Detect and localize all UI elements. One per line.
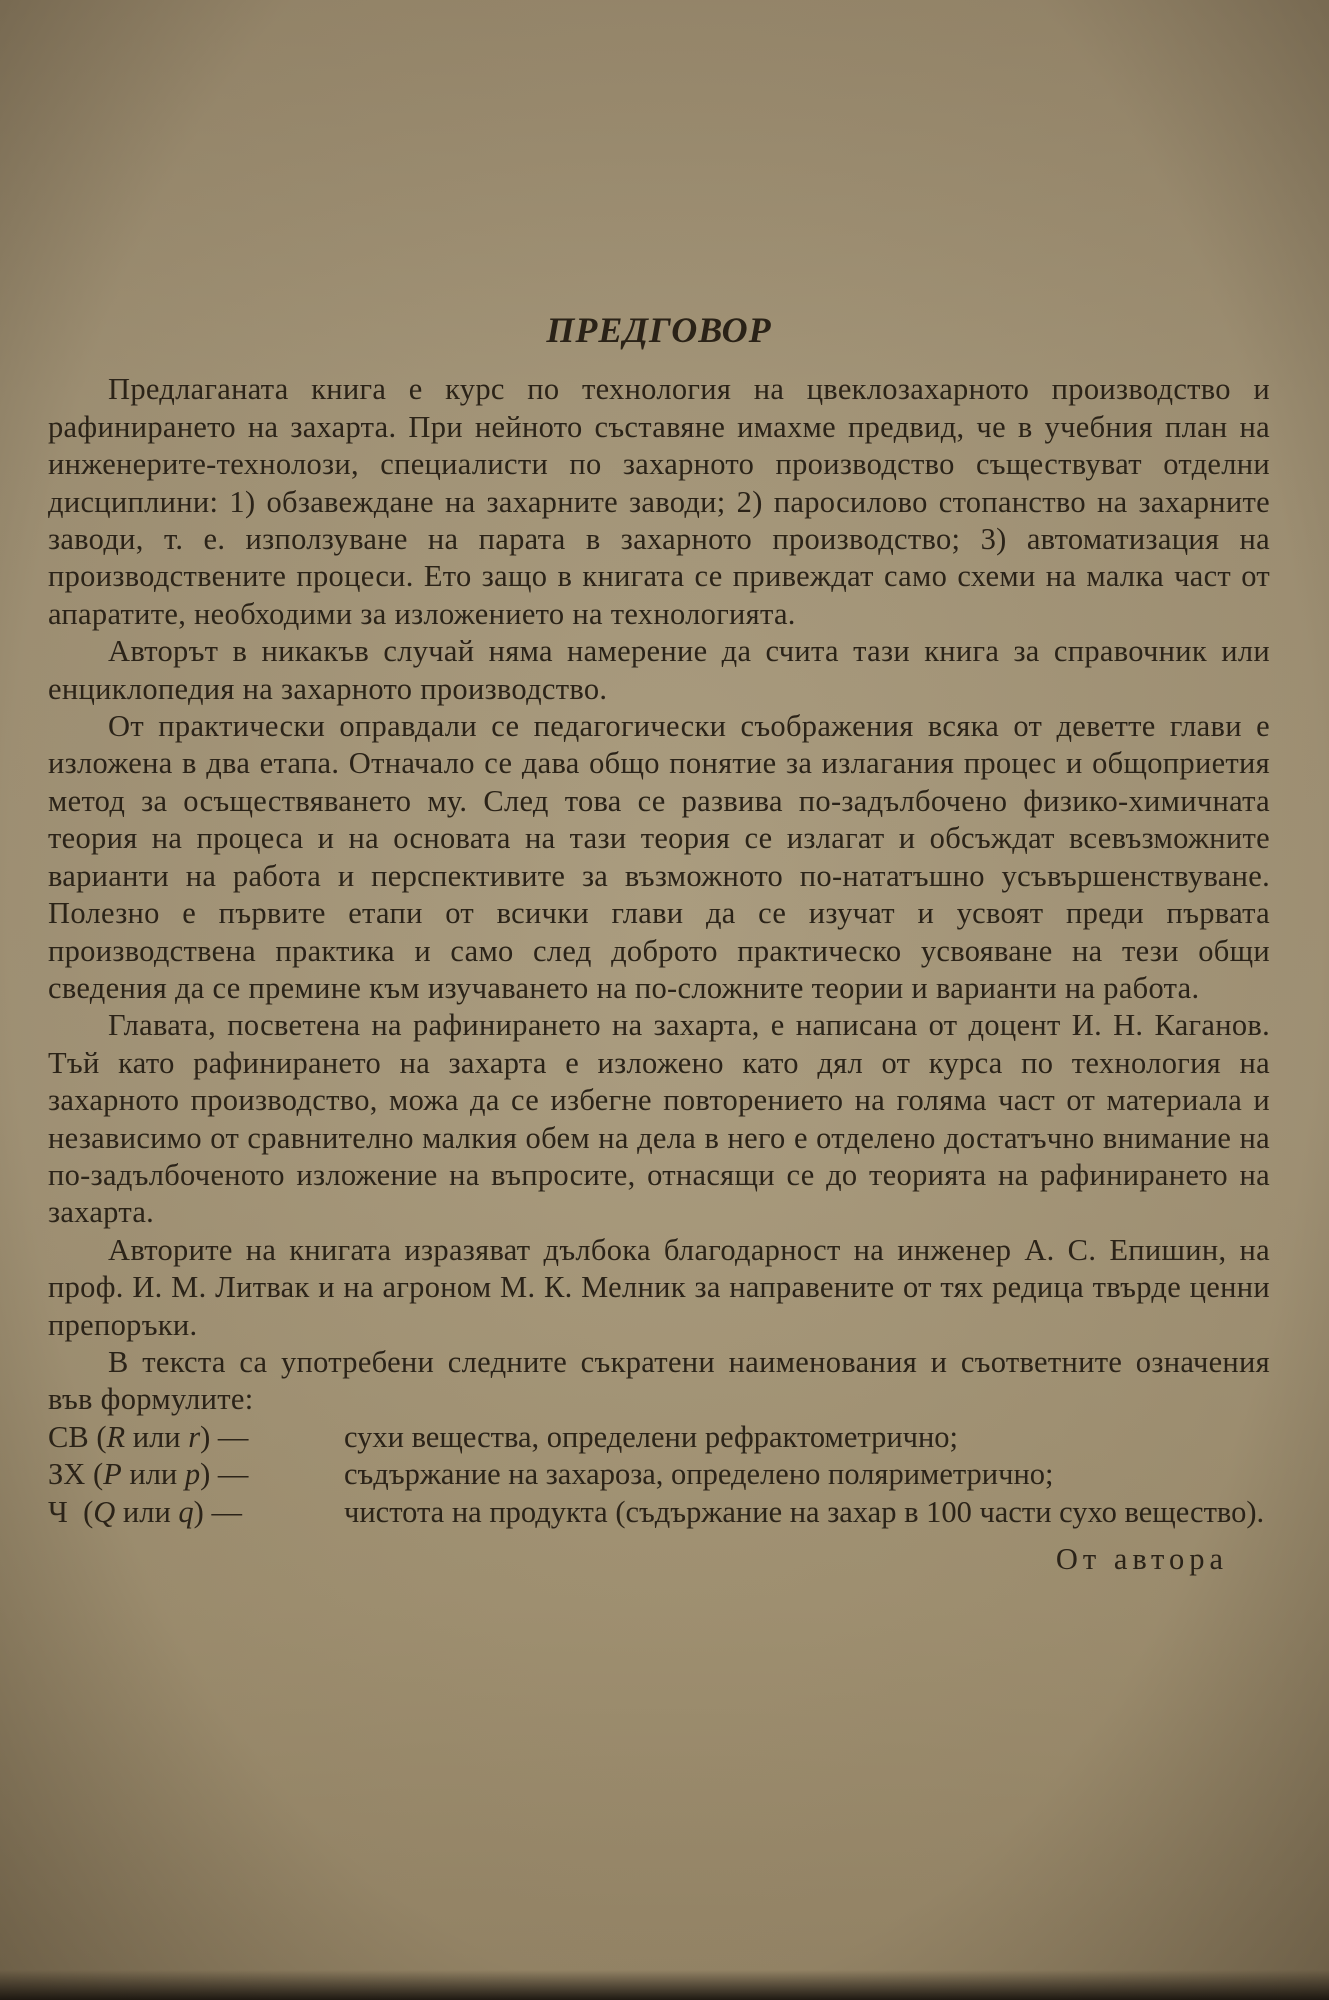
formula-symbol: R [106, 1419, 126, 1454]
abbreviation-dash: — [210, 1457, 249, 1492]
abbreviation-meaning: сухи вещества, определени рефрактометрично; [344, 1419, 959, 1454]
paragraph: Главата, посветена на рафинирането на захарта, е написана от доцент И. Н. Каганов. Тъй като рафинирането на захарта е изложено като дял от курса по технология на захарното производство, можа да се избегне повторението на голяма част от материала и независимо от сравнително малкия обем на дела в него е отделено достатъчно внимание на по-задълбоченото изложение на въпросите, отнасящи се до теорията на рафинирането на захарта. [48, 1008, 1270, 1230]
formula-symbol: r [188, 1419, 201, 1454]
abbreviation-or: или [121, 1457, 185, 1492]
page-title: ПРЕДГОВОР [546, 310, 772, 350]
abbreviation-bracket: ( [88, 1419, 107, 1454]
paragraph: Предлаганата книга е курс по технология на цвеклозахарното производство и рафинирането на захарта. При нейното съставяне имахме предвид, че в учебния план на инженерите-технолози, специалисти по захарното производство съществуват отделни дисциплини: 1) обзавеждане на захарните заводи; 2) паросилово стопанство на захарните заводи, т. е. използуване на парата в захарното производство; 3) автоматизация на производствените процеси. Ето защо в книгата се привеждат само схеми на малка част от апаратите, необходими за изложението на технологията. [48, 372, 1270, 631]
abbreviation-key [48, 1456, 344, 1493]
abbreviation-row [48, 1419, 1270, 1456]
abbreviation-key [48, 1419, 344, 1456]
abbreviation-or: или [115, 1494, 179, 1529]
abbreviation-bracket: ) [193, 1494, 204, 1529]
abbreviation-bracket: ) [200, 1419, 211, 1454]
abbreviation-bracket: ) [200, 1457, 211, 1492]
abbreviation-meaning: съдържание на захароза, определено поляриметрично; [344, 1457, 1054, 1492]
paragraph: В текста са употребени следните съкратени наименования и съответните означения във формулите: [48, 1344, 1270, 1417]
abbreviation-or: или [125, 1419, 189, 1454]
paragraph: Авторът в никакъв случай няма намерение да счита тази книга за справочник или енциклопедия на захарното производство. [48, 634, 1270, 706]
abbreviation-list [48, 1419, 1270, 1531]
abbreviation: Ч [48, 1494, 68, 1529]
abbreviation-row [48, 1456, 1270, 1493]
abbreviation-key [48, 1494, 344, 1531]
formula-symbol: P [103, 1457, 122, 1492]
formula-symbol: p [184, 1457, 201, 1492]
paragraph: От практически оправдали се педагогически съображения всяка от деветте глави е изложена в два етапа. Отначало се дава общо понятие за излагания процес и общоприетия метод за осъществяването му. След това се развива по-задълбочено физико-химичната теория на процеса и на основата на тази теория се излагат и обсъждат всевъзможните варианти на работа и перспективите за възможното по-нататъшно усъвършенствуване. Полезно е първите етапи от всички глави да се изучат и усвоят преди първата производствена практика и само след доброто практическо усвояване на тези общи сведения да се премине към изучаването на по-сложните теории и варианти на работа. [48, 709, 1270, 1005]
formula-symbol: q [178, 1494, 194, 1529]
abbreviation: ЗХ [48, 1457, 86, 1492]
abbreviation-meaning: чистота на продукта (съдържание на захар в 100 части сухо вещество). [344, 1494, 1265, 1529]
abbreviation-bracket: ( [85, 1457, 104, 1492]
formula-symbol: Q [93, 1494, 116, 1529]
abbreviation-dash: — [210, 1419, 249, 1454]
paragraph: Авторите на книгата изразяват дълбока благодарност на инженер А. С. Епишин, на проф. И. М. Литвак и на агроном М. К. Мелник за направените от тях редица твърде ценни препоръки. [48, 1232, 1270, 1342]
signature: От автора [1055, 1542, 1228, 1576]
page-bottom-edge [0, 1970, 1329, 2000]
abbreviation: СВ [48, 1419, 89, 1454]
abbreviation-dash: — [203, 1494, 242, 1529]
abbreviation-bracket: ( [67, 1494, 94, 1529]
abbreviation-row [48, 1494, 1270, 1531]
page-content [48, 312, 1270, 1578]
